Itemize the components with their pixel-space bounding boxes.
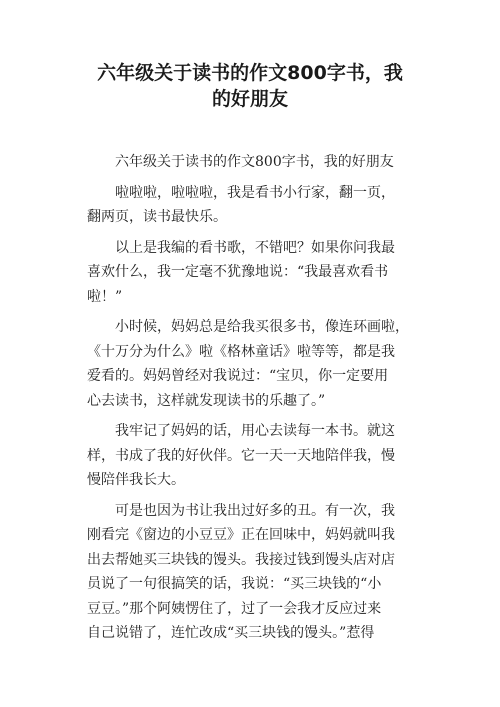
- paragraph-line: 啦！”: [87, 288, 123, 305]
- paragraph-line: 小时候，妈妈总是给我买很多书，像连环画啦，: [115, 319, 409, 335]
- paragraph-line: 啦啦啦，啦啦啦，我是看书小行家，翻一页，: [115, 184, 395, 201]
- paragraph-4: [87, 315, 427, 413]
- paragraph-line: 样，书成了我的好伙伴。它一天一天地陪伴我，慢: [87, 447, 395, 464]
- paragraph-3: [87, 236, 427, 310]
- paragraph-5: [87, 419, 427, 493]
- document-body: [87, 150, 427, 646]
- paragraph-line: 六年级关于读书的作文800字书，我的好朋友: [115, 154, 394, 170]
- title-line-1: 六年级关于读书的作文800字书，我: [97, 62, 403, 84]
- paragraph-2: [87, 181, 427, 230]
- title-line-2: 的好朋友: [211, 88, 288, 110]
- paragraph-line: 爱看的。妈妈曾经对我说过：“宝贝，你一定要用: [87, 368, 389, 384]
- paragraph-line: 可是也因为书让我出过好多的丑。有一次，我: [115, 502, 395, 519]
- paragraph-line: 喜欢什么，我一定毫不犹豫地说：“我最喜欢看书: [87, 264, 389, 280]
- paragraph-line: 出去帮她买三块钱的馒头。我接过钱到馒头店对店: [87, 551, 395, 568]
- paragraph-line: 慢陪伴我长大。: [87, 472, 185, 488]
- paragraph-6: [87, 499, 427, 646]
- paragraph-line: 翻两页，读书最快乐。: [87, 209, 227, 225]
- paragraph-1: [87, 150, 427, 175]
- paragraph-line: 我牢记了妈妈的话，用心去读每一本书。就这: [115, 423, 395, 439]
- paragraph-line: 员说了一句很搞笑的话，我说：“买三块钱的“小: [87, 576, 382, 592]
- paragraph-line: 心去读书，这样就发现读书的乐趣了。”: [87, 392, 326, 409]
- document-title: [40, 60, 460, 112]
- paragraph-line: 《十万分为什么》啦《格林童话》啦等等，都是我: [87, 343, 395, 360]
- paragraph-line: 自己说错了，连忙改成“买三块钱的馒头。”惹得: [87, 625, 375, 641]
- paragraph-line: 刚看完《窗边的小豆豆》正在回味中，妈妈就叫我: [87, 527, 395, 543]
- paragraph-line: 豆豆。”那个阿姨愣住了，过了一会我才反应过来: [87, 600, 382, 617]
- paragraph-line: 以上是我编的看书歌，不错吧？如果你问我最: [115, 239, 395, 256]
